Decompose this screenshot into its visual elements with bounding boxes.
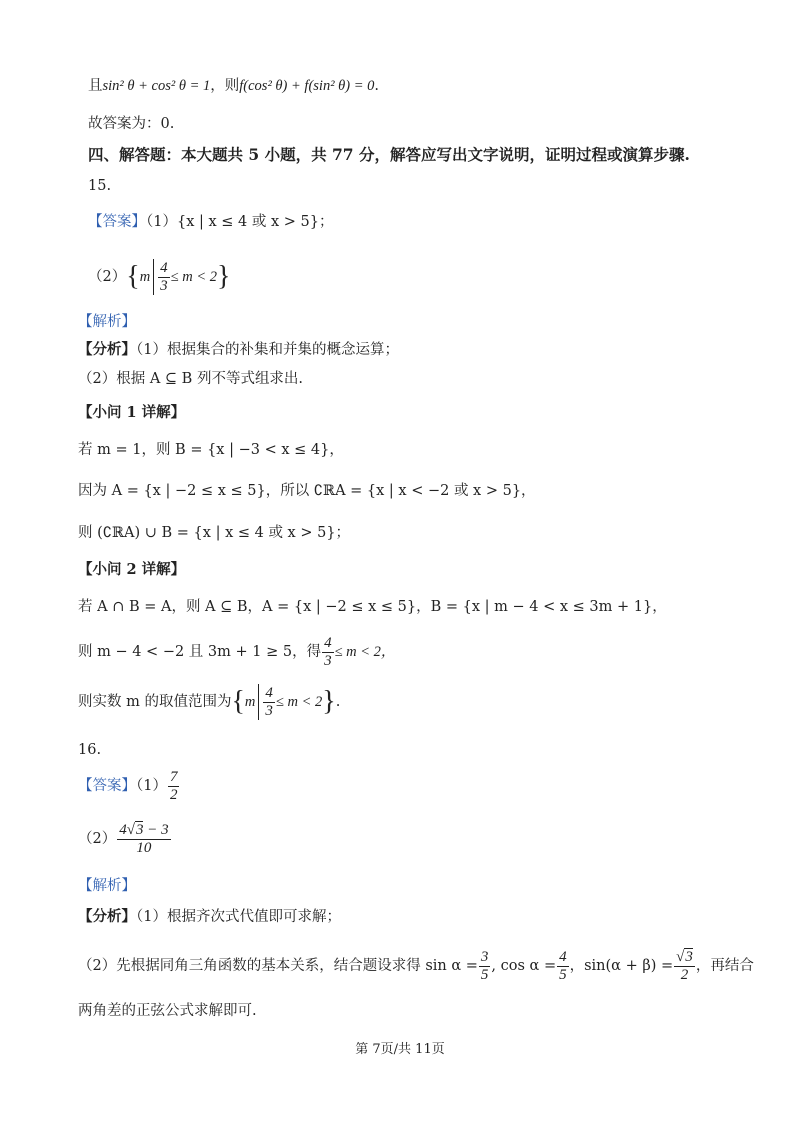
question-number-15: 15.: [88, 178, 112, 194]
fraction: $\frac{√3}{2}$: [676, 948, 693, 983]
q16-answer-line-1: 【答案】（1） $\frac{7}{2}$: [78, 768, 178, 803]
question-number-16: 16.: [78, 742, 102, 758]
equation-line-1: 且sin² θ + cos² θ = 1，则f(cos² θ) + f(sin² θ) = 0.: [88, 78, 380, 94]
answer-label: 【答案】: [78, 778, 136, 794]
q15-answer-line-2: （2）{m $\frac{4}{3}$ ≤ m < 2}: [88, 259, 231, 294]
answer-label: 【答案】: [88, 214, 146, 230]
subquestion-1-label: 【小问 1 详解】: [78, 404, 186, 421]
q16-analysis-1: 【分析】（1）根据齐次式代值即可求解；: [78, 908, 341, 925]
page-footer: 第 7页/共 11页: [355, 1042, 445, 1057]
analysis-label-16: 【解析】: [78, 878, 136, 894]
function-equation: f(cos² θ) + f(sin² θ) = 0: [239, 78, 375, 94]
fraction: $\frac{4}{3}$: [160, 259, 168, 294]
q15-analysis-2: （2）根据 A ⊆ B 列不等式组求出.: [78, 371, 304, 387]
q15-analysis-1: 【分析】（1）根据集合的补集和并集的概念运算；: [78, 341, 399, 358]
q16-analysis-3: 两角差的正弦公式求解即可.: [78, 1003, 257, 1019]
identity-equation: sin² θ + cos² θ = 1: [102, 78, 211, 94]
answer-statement: 故答案为：0.: [88, 116, 175, 132]
fraction: $\frac{4}{5}$: [559, 948, 567, 983]
fraction: $\frac{4√3 - 3}{10}$: [119, 821, 169, 856]
q16-answer-line-2: （2） $\frac{4√3 - 3}{10}$: [78, 821, 169, 856]
fraction: $\frac{4}{3}$: [265, 684, 273, 719]
q15-answer-line-1: [88, 212, 333, 232]
q15-sub1-line-1: 若 m = 1，则 B = {x | −3 < x ≤ 4}，: [78, 442, 344, 458]
fraction: $\frac{7}{2}$: [169, 768, 178, 803]
q15-sub1-line-2: 因为 A = {x | −2 ≤ x ≤ 5}，所以 ∁ℝA = {x | x < −2 或 x > 5}，: [78, 483, 536, 499]
q15-sub1-line-3: 则 (∁ℝA) ∪ B = {x | x ≤ 4 或 x > 5}；: [78, 525, 351, 541]
fraction: $\frac{4}{3}$: [324, 634, 332, 669]
q16-analysis-2: （2）先根据同角三角函数的基本关系，结合题设求得 sin α = $\frac{3}{5}$ , cos α = $\frac{4}{5}$ ，sin(α + β) = $\frac{√3}{2}$ ，再结合: [78, 948, 754, 983]
q15-answer-1: （1）{x | x ≤ 4 或 x > 5}；: [146, 214, 334, 230]
fraction: $\frac{3}{5}$: [480, 948, 489, 983]
q15-sub2-line-3: 则实数 m 的取值范围为{m $\frac{4}{3}$ ≤ m < 2}.: [78, 684, 341, 719]
q15-sub2-line-1: 若 A ∩ B = A，则 A ⊆ B，A = {x | −2 ≤ x ≤ 5}，B = {x | m − 4 < x ≤ 3m + 1}，: [78, 599, 667, 615]
q15-sub2-line-2: 则 m − 4 < −2 且 3m + 1 ≥ 5，得 $\frac{4}{3}$ ≤ m < 2，: [78, 634, 396, 669]
section-heading: 四、解答题：本大题共 5 小题，共 77 分，解答应写出文字说明，证明过程或演算步骤.: [88, 145, 690, 164]
analysis-label: 【解析】: [78, 314, 136, 330]
subquestion-2-label: 【小问 2 详解】: [78, 561, 186, 578]
